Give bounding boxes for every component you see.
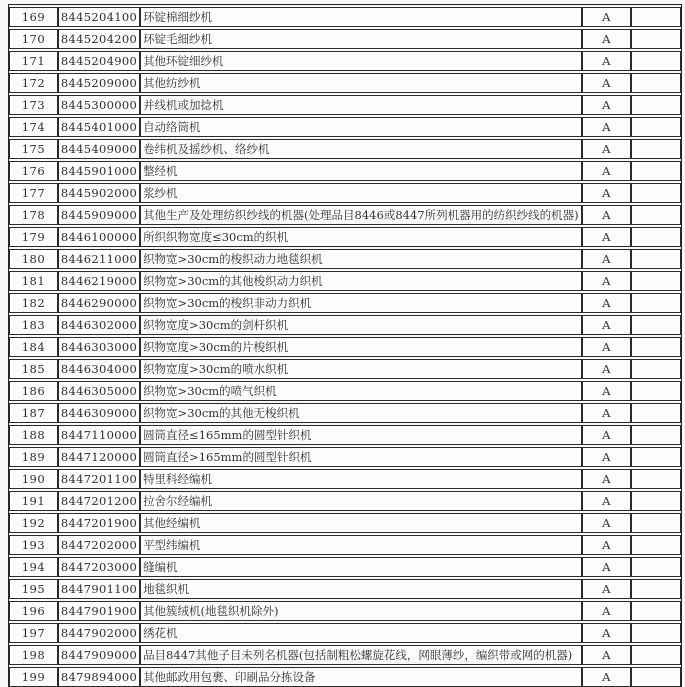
row-number-cell: 190 xyxy=(9,469,58,489)
table-row xyxy=(9,623,681,643)
table-row xyxy=(9,359,681,379)
table-row xyxy=(9,7,681,27)
mark-cell: A xyxy=(582,645,631,665)
tariff-table-body xyxy=(9,7,681,687)
remark-cell xyxy=(631,425,681,445)
description-cell: 其他邮政用包裹、印刷品分拣设备 xyxy=(140,667,582,687)
table-row xyxy=(9,73,681,93)
row-number-cell: 192 xyxy=(9,513,58,533)
remark-cell xyxy=(631,381,681,401)
description-cell: 拉舍尔经编机 xyxy=(140,491,582,511)
mark-cell: A xyxy=(582,469,631,489)
mark-cell: A xyxy=(582,205,631,225)
table-row xyxy=(9,293,681,313)
hs-code-cell: 8445300000 xyxy=(58,95,140,115)
mark-cell: A xyxy=(582,579,631,599)
description-cell: 其他生产及处理纺织纱线的机器(处理品目8446或8447所列机器用的纺织纱线的机器) xyxy=(140,205,582,225)
remark-cell xyxy=(631,579,681,599)
mark-cell: A xyxy=(582,601,631,621)
description-cell: 所织织物宽度≤30cm的织机 xyxy=(140,227,582,247)
table-row xyxy=(9,381,681,401)
hs-code-cell: 8446290000 xyxy=(58,293,140,313)
row-number-cell: 174 xyxy=(9,117,58,137)
mark-cell: A xyxy=(582,51,631,71)
remark-cell xyxy=(631,205,681,225)
remark-cell xyxy=(631,315,681,335)
hs-code-cell: 8447901100 xyxy=(58,579,140,599)
description-cell: 织物宽>30cm的梭织非动力织机 xyxy=(140,293,582,313)
table-row xyxy=(9,469,681,489)
row-number-cell: 187 xyxy=(9,403,58,423)
description-cell: 浆纱机 xyxy=(140,183,582,203)
hs-code-cell: 8479894000 xyxy=(58,667,140,687)
table-row xyxy=(9,601,681,621)
description-cell: 整经机 xyxy=(140,161,582,181)
remark-cell xyxy=(631,249,681,269)
row-number-cell: 188 xyxy=(9,425,58,445)
remark-cell xyxy=(631,29,681,49)
description-cell: 品目8447其他子目未列名机器(包括制粗松螺旋花线，网眼薄纱，编织带或网的机器) xyxy=(140,645,582,665)
remark-cell xyxy=(631,293,681,313)
hs-code-cell: 8445401000 xyxy=(58,117,140,137)
hs-code-cell: 8446303000 xyxy=(58,337,140,357)
remark-cell xyxy=(631,139,681,159)
table-row xyxy=(9,161,681,181)
remark-cell xyxy=(631,227,681,247)
hs-code-cell: 8447120000 xyxy=(58,447,140,467)
row-number-cell: 173 xyxy=(9,95,58,115)
row-number-cell: 178 xyxy=(9,205,58,225)
table-row xyxy=(9,645,681,665)
description-cell: 其他簇绒机(地毯织机除外) xyxy=(140,601,582,621)
mark-cell: A xyxy=(582,95,631,115)
hs-code-cell: 8446211000 xyxy=(58,249,140,269)
hs-code-cell: 8446309000 xyxy=(58,403,140,423)
row-number-cell: 169 xyxy=(9,7,58,27)
table-row xyxy=(9,29,681,49)
row-number-cell: 199 xyxy=(9,667,58,687)
description-cell: 其他经编机 xyxy=(140,513,582,533)
table-row xyxy=(9,51,681,71)
hs-code-cell: 8447201100 xyxy=(58,469,140,489)
mark-cell: A xyxy=(582,491,631,511)
remark-cell xyxy=(631,95,681,115)
description-cell: 织物宽度>30cm的喷水织机 xyxy=(140,359,582,379)
mark-cell: A xyxy=(582,315,631,335)
mark-cell: A xyxy=(582,667,631,687)
hs-code-cell: 8447902000 xyxy=(58,623,140,643)
row-number-cell: 198 xyxy=(9,645,58,665)
table-row xyxy=(9,491,681,511)
row-number-cell: 176 xyxy=(9,161,58,181)
hs-code-cell: 8445409000 xyxy=(58,139,140,159)
table-row xyxy=(9,117,681,137)
description-cell: 卷纬机及摇纱机、络纱机 xyxy=(140,139,582,159)
row-number-cell: 177 xyxy=(9,183,58,203)
hs-code-cell: 8446302000 xyxy=(58,315,140,335)
mark-cell: A xyxy=(582,425,631,445)
mark-cell: A xyxy=(582,337,631,357)
hs-code-cell: 8445209000 xyxy=(58,73,140,93)
mark-cell: A xyxy=(582,293,631,313)
table-row xyxy=(9,183,681,203)
mark-cell: A xyxy=(582,227,631,247)
remark-cell xyxy=(631,667,681,687)
table-row xyxy=(9,95,681,115)
row-number-cell: 191 xyxy=(9,491,58,511)
description-cell: 织物宽>30cm的喷气织机 xyxy=(140,381,582,401)
row-number-cell: 180 xyxy=(9,249,58,269)
remark-cell xyxy=(631,469,681,489)
hs-code-cell: 8447201200 xyxy=(58,491,140,511)
remark-cell xyxy=(631,73,681,93)
mark-cell: A xyxy=(582,161,631,181)
table-row xyxy=(9,579,681,599)
description-cell: 特里科经编机 xyxy=(140,469,582,489)
mark-cell: A xyxy=(582,447,631,467)
row-number-cell: 175 xyxy=(9,139,58,159)
hs-code-cell: 8447110000 xyxy=(58,425,140,445)
row-number-cell: 182 xyxy=(9,293,58,313)
hs-code-cell: 8445204900 xyxy=(58,51,140,71)
mark-cell: A xyxy=(582,7,631,27)
row-number-cell: 181 xyxy=(9,271,58,291)
remark-cell xyxy=(631,403,681,423)
mark-cell: A xyxy=(582,513,631,533)
row-number-cell: 193 xyxy=(9,535,58,555)
description-cell: 织物宽>30cm的梭织动力地毯织机 xyxy=(140,249,582,269)
table-row xyxy=(9,139,681,159)
row-number-cell: 170 xyxy=(9,29,58,49)
table-row xyxy=(9,271,681,291)
description-cell: 圆筒直径>165mm的圆型针织机 xyxy=(140,447,582,467)
table-row xyxy=(9,315,681,335)
hs-code-cell: 8445909000 xyxy=(58,205,140,225)
mark-cell: A xyxy=(582,381,631,401)
mark-cell: A xyxy=(582,29,631,49)
hs-code-cell: 8445204100 xyxy=(58,7,140,27)
description-cell: 并线机或加捻机 xyxy=(140,95,582,115)
remark-cell xyxy=(631,623,681,643)
description-cell: 自动络筒机 xyxy=(140,117,582,137)
remark-cell xyxy=(631,7,681,27)
remark-cell xyxy=(631,557,681,577)
remark-cell xyxy=(631,161,681,181)
hs-code-cell: 8447901900 xyxy=(58,601,140,621)
hs-code-cell: 8447202000 xyxy=(58,535,140,555)
table-row xyxy=(9,667,681,687)
row-number-cell: 183 xyxy=(9,315,58,335)
remark-cell xyxy=(631,51,681,71)
mark-cell: A xyxy=(582,623,631,643)
hs-code-cell: 8445901000 xyxy=(58,161,140,181)
hs-code-cell: 8446219000 xyxy=(58,271,140,291)
remark-cell xyxy=(631,183,681,203)
mark-cell: A xyxy=(582,249,631,269)
remark-cell xyxy=(631,359,681,379)
description-cell: 地毯织机 xyxy=(140,579,582,599)
table-row xyxy=(9,425,681,445)
hs-code-cell: 8445204200 xyxy=(58,29,140,49)
hs-code-cell: 8446304000 xyxy=(58,359,140,379)
remark-cell xyxy=(631,271,681,291)
description-cell: 环锭棉细纱机 xyxy=(140,7,582,27)
row-number-cell: 179 xyxy=(9,227,58,247)
mark-cell: A xyxy=(582,117,631,137)
table-row xyxy=(9,447,681,467)
remark-cell xyxy=(631,117,681,137)
table-row xyxy=(9,535,681,555)
mark-cell: A xyxy=(582,359,631,379)
table-row xyxy=(9,513,681,533)
table-row xyxy=(9,205,681,225)
row-number-cell: 196 xyxy=(9,601,58,621)
description-cell: 绣花机 xyxy=(140,623,582,643)
description-cell: 织物宽度>30cm的剑杆织机 xyxy=(140,315,582,335)
remark-cell xyxy=(631,447,681,467)
remark-cell xyxy=(631,491,681,511)
description-cell: 圆筒直径≤165mm的圆型针织机 xyxy=(140,425,582,445)
row-number-cell: 194 xyxy=(9,557,58,577)
row-number-cell: 185 xyxy=(9,359,58,379)
description-cell: 环锭毛细纱机 xyxy=(140,29,582,49)
row-number-cell: 197 xyxy=(9,623,58,643)
hs-code-cell: 8447909000 xyxy=(58,645,140,665)
hs-code-cell: 8445902000 xyxy=(58,183,140,203)
row-number-cell: 189 xyxy=(9,447,58,467)
description-cell: 缝编机 xyxy=(140,557,582,577)
description-cell: 织物宽度>30cm的片梭织机 xyxy=(140,337,582,357)
table-row xyxy=(9,403,681,423)
description-cell: 织物宽>30cm的其他无梭织机 xyxy=(140,403,582,423)
row-number-cell: 186 xyxy=(9,381,58,401)
description-cell: 织物宽>30cm的其他梭织动力织机 xyxy=(140,271,582,291)
mark-cell: A xyxy=(582,139,631,159)
row-number-cell: 184 xyxy=(9,337,58,357)
table-row xyxy=(9,249,681,269)
mark-cell: A xyxy=(582,183,631,203)
table-row xyxy=(9,227,681,247)
hs-code-cell: 8446305000 xyxy=(58,381,140,401)
table-row xyxy=(9,557,681,577)
mark-cell: A xyxy=(582,73,631,93)
table-row xyxy=(9,337,681,357)
description-cell: 其他环锭细纱机 xyxy=(140,51,582,71)
hs-code-cell: 8447203000 xyxy=(58,557,140,577)
hs-code-cell: 8446100000 xyxy=(58,227,140,247)
mark-cell: A xyxy=(582,403,631,423)
mark-cell: A xyxy=(582,557,631,577)
hs-code-cell: 8447201900 xyxy=(58,513,140,533)
mark-cell: A xyxy=(582,535,631,555)
remark-cell xyxy=(631,535,681,555)
remark-cell xyxy=(631,337,681,357)
description-cell: 平型纬编机 xyxy=(140,535,582,555)
remark-cell xyxy=(631,513,681,533)
remark-cell xyxy=(631,645,681,665)
remark-cell xyxy=(631,601,681,621)
description-cell: 其他纺纱机 xyxy=(140,73,582,93)
row-number-cell: 172 xyxy=(9,73,58,93)
row-number-cell: 171 xyxy=(9,51,58,71)
mark-cell: A xyxy=(582,271,631,291)
tariff-table xyxy=(8,4,682,687)
row-number-cell: 195 xyxy=(9,579,58,599)
